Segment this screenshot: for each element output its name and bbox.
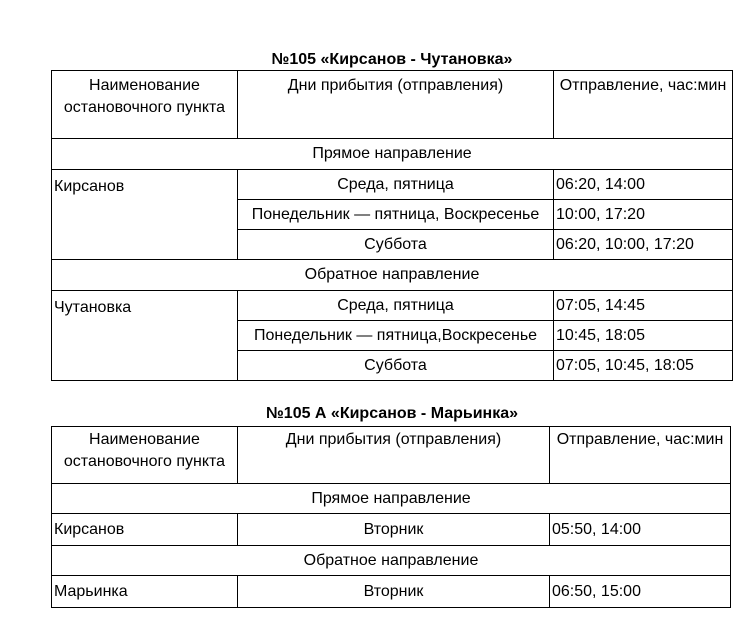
stop-name-kirsanov: Кирсанов	[52, 170, 238, 260]
days-cell: Вторник	[238, 514, 550, 546]
time-cell: 05:50, 14:00	[550, 514, 731, 546]
stop-name-kirsanov: Кирсанов	[52, 514, 238, 546]
days-cell: Среда, пятница	[238, 291, 554, 321]
header-row	[52, 427, 731, 484]
direction-backward-label: Обратное направление	[52, 546, 731, 576]
header-departure-time: Отправление, час:мин	[550, 427, 731, 484]
table-row	[52, 576, 731, 608]
days-cell: Вторник	[238, 576, 550, 608]
direction-backward-label: Обратное направление	[52, 260, 733, 291]
table-row	[52, 514, 731, 546]
table-row	[52, 291, 733, 321]
header-stop-name: Наименование остановочного пункта	[52, 427, 238, 484]
table-1-title: №105 «Кирсанов - Чутановка»	[271, 51, 513, 68]
table-2-title: №105 А «Кирсанов - Марьинка»	[265, 405, 519, 422]
stop-name-marinka: Марьинка	[52, 576, 238, 608]
time-cell: 07:05, 10:45, 18:05	[554, 351, 733, 381]
days-cell: Суббота	[238, 230, 554, 260]
time-cell: 06:20, 14:00	[554, 170, 733, 200]
time-cell: 10:45, 18:05	[554, 321, 733, 351]
stop-name-chutanovka: Чутановка	[52, 291, 238, 381]
schedule-table-1	[51, 70, 733, 381]
direction-row-backward	[52, 546, 731, 576]
time-cell: 10:00, 17:20	[554, 200, 733, 230]
days-cell: Понедельник — пятница,Воскресенье	[238, 321, 554, 351]
days-cell: Суббота	[238, 351, 554, 381]
header-stop-name: Наименование остановочного пункта	[52, 71, 238, 139]
header-row	[52, 71, 733, 139]
time-cell: 06:50, 15:00	[550, 576, 731, 608]
days-cell: Среда, пятница	[238, 170, 554, 200]
direction-row-forward	[52, 484, 731, 514]
header-days: Дни прибытия (отправления)	[238, 71, 554, 139]
direction-forward-label: Прямое направление	[52, 139, 733, 170]
days-cell: Понедельник — пятница, Воскресенье	[238, 200, 554, 230]
table-row	[52, 170, 733, 200]
direction-forward-label: Прямое направление	[52, 484, 731, 514]
header-departure-time: Отправление, час:мин	[554, 71, 733, 139]
schedule-table-2	[51, 426, 731, 608]
time-cell: 06:20, 10:00, 17:20	[554, 230, 733, 260]
header-days: Дни прибытия (отправления)	[238, 427, 550, 484]
direction-row-forward	[52, 139, 733, 170]
direction-row-backward	[52, 260, 733, 291]
time-cell: 07:05, 14:45	[554, 291, 733, 321]
